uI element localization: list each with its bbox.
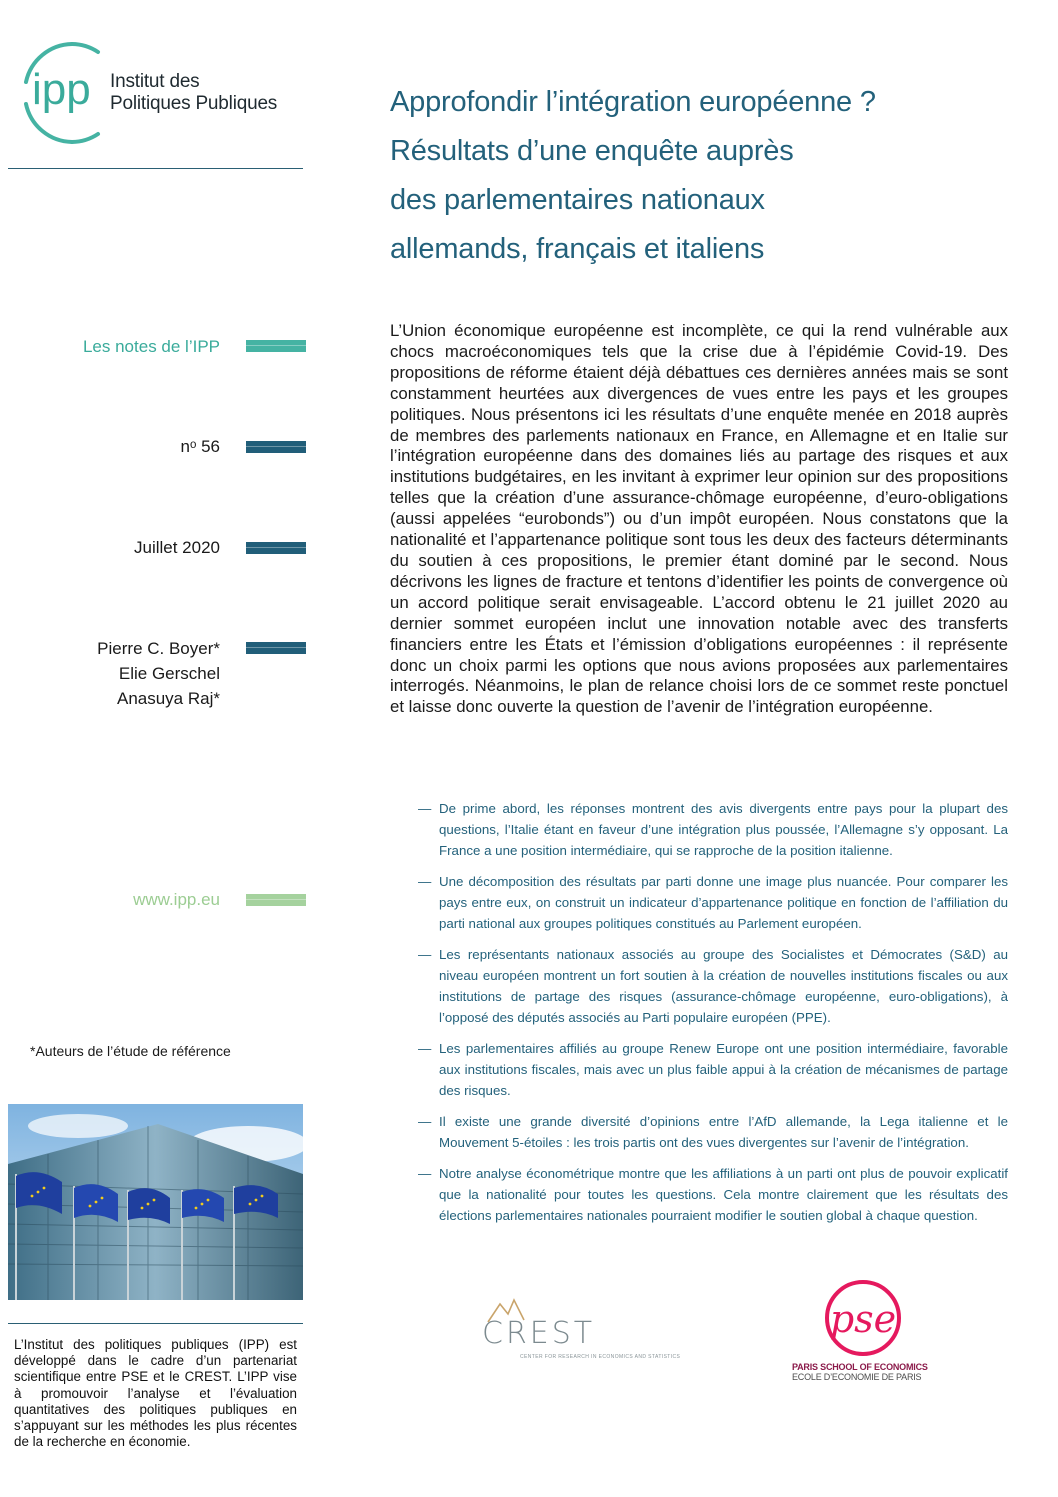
website-link[interactable]: www.ipp.eu <box>133 890 220 909</box>
bullet-dash: — <box>418 1114 432 1129</box>
photo-divider <box>8 1323 303 1324</box>
key-point <box>418 1038 1008 1101</box>
key-points-list <box>418 798 1008 1236</box>
key-point-text: Notre analyse économétrique montre que les affiliations à un parti ont plus de pouvoir explicatif que la nationalité pour toutes les questions. Cela montre clairement que les résultats des élections parlementaires nationales pourraient modifier le soutien global à chaque question. <box>439 1166 1008 1223</box>
authors-bar <box>246 642 306 654</box>
key-point <box>418 798 1008 861</box>
key-point-text: Une décomposition des résultats par parti donne une image plus nuancée. Pour comparer les pays entre eux, on construit un indicateur d’appartenance politique en fonction de l’affiliation du parti national aux groupes politiques constitués au Parlement européen. <box>439 874 1008 931</box>
title-line: des parlementaires nationaux <box>390 184 765 216</box>
key-point-text: Les représentants nationaux associés au groupe des Socialistes et Démocrates (S&D) au niveau européen montrent un fort soutien à la création de nouvelles institutions fiscales ou aux institutions de partage des risques (assurance-chômage européenne, euro-obligations), à l’opposé des députés associés au Parti populaire européen (PPE). <box>439 947 1008 1025</box>
header-divider <box>8 168 303 169</box>
issue-bar <box>246 441 306 453</box>
key-point <box>418 871 1008 934</box>
key-point-text: De prime abord, les réponses montrent des avis divergents entre pays pour la plupart des questions, l’Italie étant en faveur d’une intégration plus poussée, l’Allemagne s’y opposant. La France a une position intermédiaire, qui se rapproche de la position italienne. <box>439 801 1008 858</box>
author-name: Pierre C. Boyer* <box>97 639 220 658</box>
pse-logo-mark: pse <box>829 1297 897 1341</box>
website-bar <box>246 894 306 906</box>
pse-name-en: PARIS SCHOOL OF ECONOMICS <box>792 1362 928 1372</box>
date-bar <box>246 542 306 554</box>
ipp-description: L’Institut des politiques publiques (IPP) est développé dans le cadre d’un partenariat scientifique entre PSE et le CREST. L’IPP vise à promouvoir l’analyse et l’évaluation quantitatives des politiques publiques en s’appuyant sur les méthodes les plus récentes de la recherche en économie. <box>14 1337 297 1450</box>
key-point-text: Il existe une grande diversité d’opinions entre l’AfD allemande, la Lega italienne et le Mouvement 5-étoiles : les trois partis ont des vues divergentes sur l’avenir de l’intégration. <box>439 1114 1008 1150</box>
author-name: Elie Gerschel <box>118 664 220 683</box>
pse-logo <box>818 1276 908 1366</box>
series-bar <box>246 340 306 352</box>
page-title <box>390 78 1030 274</box>
issue-number: nᵒ 56 <box>180 437 220 456</box>
eu-flags-photo <box>8 1104 303 1300</box>
title-line: Résultats d’une enquête auprès <box>390 135 794 167</box>
bullet-dash: — <box>418 874 432 889</box>
title-line: Approfondir l’intégration européenne ? <box>390 86 876 118</box>
key-point <box>418 1111 1008 1153</box>
ipp-logo-mark: ipp <box>32 65 91 114</box>
bullet-dash: — <box>418 947 432 962</box>
publication-date: Juillet 2020 <box>133 538 220 557</box>
pse-name-fr: ECOLE D’ECONOMIE DE PARIS <box>792 1372 922 1382</box>
series-label: Les notes de l’IPP <box>82 337 220 356</box>
key-point <box>418 1163 1008 1226</box>
institute-name-line1: Institut des <box>110 71 200 92</box>
key-point <box>418 944 1008 1028</box>
crest-tagline: CENTER FOR RESEARCH IN ECONOMICS AND STATISTICS <box>520 1354 681 1360</box>
author-name: Anasuya Raj* <box>116 689 220 708</box>
crest-name: CREST <box>482 1316 596 1351</box>
title-line: allemands, français et italiens <box>390 233 765 265</box>
bullet-dash: — <box>418 1166 432 1181</box>
authors-list <box>97 636 220 711</box>
institute-name-line2: Politiques Publiques <box>110 93 278 114</box>
key-point-text: Les parlementaires affiliés au groupe Renew Europe ont une position intermédiaire, favorable aux institutions fiscales, mais avec un plus faible appui à la création de mécanismes de partage des risques. <box>439 1041 1008 1098</box>
abstract-paragraph: L’Union économique européenne est incomplète, ce qui la rend vulnérable aux chocs macroéconomiques tels que la crise due à l’épidémie Covid-19. Des propositions de réforme étaient déjà débattues ces dernières années mais se sont constamment heurtées aux divergences de vues entre les pays et les groupes politiques. Nous présentons ici les résultats d’une enquête menée en 2018 auprès de membres des parlements nationaux en France, en Allemagne et en Italie sur l’intégration européenne dans des domaines liés au partage des risques et aux institutions budgétaires, en les invitant à exprimer leur opinion sur des propositions telles que la création d’une assurance-chômage européenne, d’euro-obligations (aussi appelées “eurobonds”) ou d’un impôt européen. Nous constatons que la nationalité et l’appartenance politique sont tous les deux des facteurs déterminants du soutien à ces propositions, le premier étant dominé par le second. Nous décrivons les lignes de fracture et tentons d’identifier les points de convergence où un accord politique serait envisageable. L’accord obtenu le 21 juillet 2020 au dernier sommet européen inclut une innovation notable avec des transferts financiers entre les États et l’émission d’obligations européennes : il représente donc un choix parmi les options que nous avions proposées aux parlementaires interrogés. Néanmoins, le plan de relance choisi lors de ce sommet reste ponctuel et laisse donc ouverte la question de l’avenir de l’intégration européenne. <box>390 321 1008 717</box>
authors-footnote: *Auteurs de l’étude de référence <box>30 1043 231 1059</box>
bullet-dash: — <box>418 1041 432 1056</box>
bullet-dash: — <box>418 801 432 816</box>
